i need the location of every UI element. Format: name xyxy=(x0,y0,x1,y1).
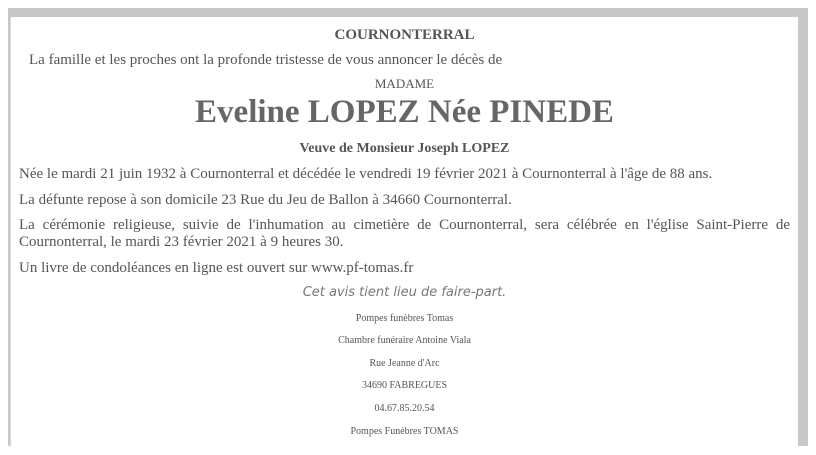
footer-line: 04.67.85.20.54 xyxy=(374,403,435,414)
widow-line: Veuve de Monsieur Joseph LOPEZ xyxy=(299,141,510,156)
commune-heading: COURNONTERRAL xyxy=(334,27,475,43)
intro-text: La famille et les proches ont la profonde tristesse de vous annoncer le décès de xyxy=(29,52,503,68)
footer-line: Chambre funéraire Antoine Viala xyxy=(338,335,471,346)
footer-line: Pompes Funèbres TOMAS xyxy=(350,426,459,437)
title-madame: MADAME xyxy=(374,76,435,91)
notice-panel xyxy=(10,17,798,447)
avis-line: Cet avis tient lieu de faire-part. xyxy=(302,285,507,300)
paragraph-repose: La défunte repose à son domicile 23 Rue du Jeu de Ballon à 34660 Cournonterral. xyxy=(19,192,512,208)
footer-line: Rue Jeanne d'Arc xyxy=(369,358,440,369)
paragraph-birth-death: Née le mardi 21 juin 1932 à Cournonterral et décédée le vendredi 19 février 2021 à Cournonterral à l'âge de 88 ans. xyxy=(19,166,713,182)
footer-line: Pompes funèbres Tomas xyxy=(355,313,454,324)
deceased-name: Eveline LOPEZ Née PINEDE xyxy=(195,94,614,130)
paragraph-ceremony: La cérémonie religieuse, suivie de l'inhumation au cimetière de Cournonterral, sera célébrée en l'église Saint-Pierre de Cournonterral, le mardi 23 février 2021 à 9 heures 30. xyxy=(19,217,790,250)
footer-line: 34690 FABREGUES xyxy=(361,380,448,391)
paragraph-condolences: Un livre de condoléances en ligne est ouvert sur www.pf-tomas.fr xyxy=(19,260,414,276)
